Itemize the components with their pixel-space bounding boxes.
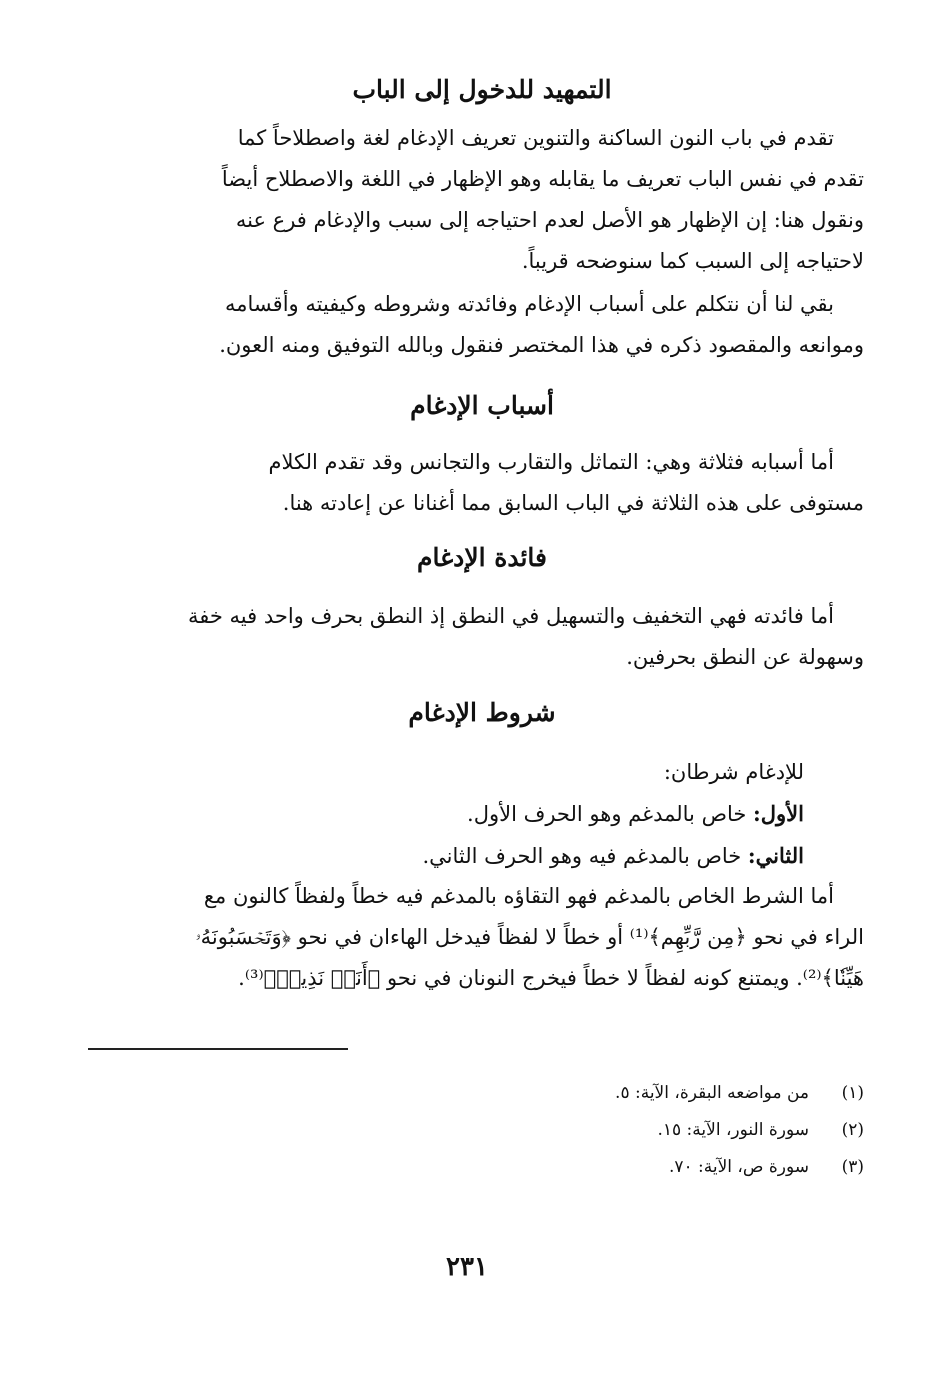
footnote-item — [330, 1112, 864, 1149]
footnote-text: سورة ص، الآية: ٧٠. — [668, 1157, 809, 1177]
section-title-conditions: شروط الإدغام — [408, 698, 556, 727]
section-title-intro: التمهيد للدخول إلى الباب — [352, 75, 612, 104]
text-line: وسهولة عن النطق بحرفين. — [626, 645, 864, 669]
condition-second-label: الثاني: — [747, 843, 804, 868]
text-line: الراء في نحو ﴿مِن رَّبِّهِم﴾⁽¹⁾ أو خطاً لا لفظاً فيدخل الهاءان في نحو ﴿وَتَحۡسَبُونَهُۥ — [195, 925, 864, 949]
footnote-text: سورة النور، الآية: ١٥. — [657, 1120, 809, 1140]
footnote-item — [330, 1149, 864, 1186]
text-line: وموانعه والمقصود ذكره في هذا المختصر فنقول وبالله التوفيق ومنه العون. — [219, 333, 864, 357]
conditions-paragraph — [100, 876, 864, 999]
conditions-list — [100, 752, 804, 877]
section-title-benefit: فائدة الإدغام — [417, 543, 547, 572]
intro-paragraph-1 — [100, 118, 864, 282]
text-line: بقي لنا أن نتكلم على أسباب الإدغام وفائدته وشروطه وكيفيته وأقسامه — [225, 292, 834, 316]
text-line: لاحتياجه إلى السبب كما سنوضحه قريباً. — [521, 249, 864, 273]
condition-second — [100, 835, 804, 877]
text-line: ونقول هنا: إن الإظهار هو الأصل لعدم احتياجه إلى سبب والإدغام فرع عنه — [235, 208, 864, 232]
benefit-paragraph — [100, 596, 864, 678]
condition-first — [100, 793, 804, 835]
text-line: أما الشرط الخاص بالمدغم فهو التقاؤه بالمدغم فيه خطاً ولفظاً كالنون مع — [203, 884, 834, 908]
causes-paragraph — [100, 442, 864, 524]
footnote-item — [330, 1075, 864, 1112]
text-line: تقدم في باب النون الساكنة والتنوين تعريف الإدغام لغة واصطلاحاً كما — [237, 126, 834, 150]
text-line: مستوفى على هذه الثلاثة في الباب السابق مما أغنانا عن إعادته هنا. — [282, 491, 864, 515]
intro-paragraph-2 — [100, 284, 864, 366]
text-line: أما أسبابه فثلاثة وهي: التماثل والتقارب والتجانس وقد تقدم الكلام — [268, 450, 834, 474]
text-line: أما فائدته فهي التخفيف والتسهيل في النطق إذ النطق بحرف واحد فيه خفة — [188, 604, 834, 628]
footnotes — [330, 1075, 864, 1186]
condition-first-label: الأول: — [753, 801, 804, 826]
footnote-number: (١) — [841, 1083, 864, 1103]
condition-first-text: خاص بالمدغم وهو الحرف الأول. — [467, 802, 754, 826]
page-number: ٢٣١ — [446, 1252, 488, 1282]
conditions-intro: للإدغام شرطان: — [663, 760, 804, 784]
section-title-causes: أسباب الإدغام — [410, 391, 554, 420]
text-line: هَيِّنٗا﴾⁽²⁾. ويمتنع كونه لفظاً لا خطاً فيخرج النونان في نحو ﴿أَنَا۠ نَذِيرٞ﴾⁽³⁾. — [238, 966, 864, 990]
footnote-text: من مواضعه البقرة، الآية: ٥. — [615, 1083, 809, 1103]
footnote-number: (٣) — [841, 1157, 864, 1177]
text-line: تقدم في نفس الباب تعريف ما يقابله وهو الإظهار في اللغة والاصطلاح أيضاً — [221, 167, 864, 191]
footnote-separator — [88, 1048, 348, 1050]
footnote-number: (٢) — [841, 1120, 864, 1140]
condition-second-text: خاص بالمدغم فيه وهو الحرف الثاني. — [422, 844, 748, 868]
